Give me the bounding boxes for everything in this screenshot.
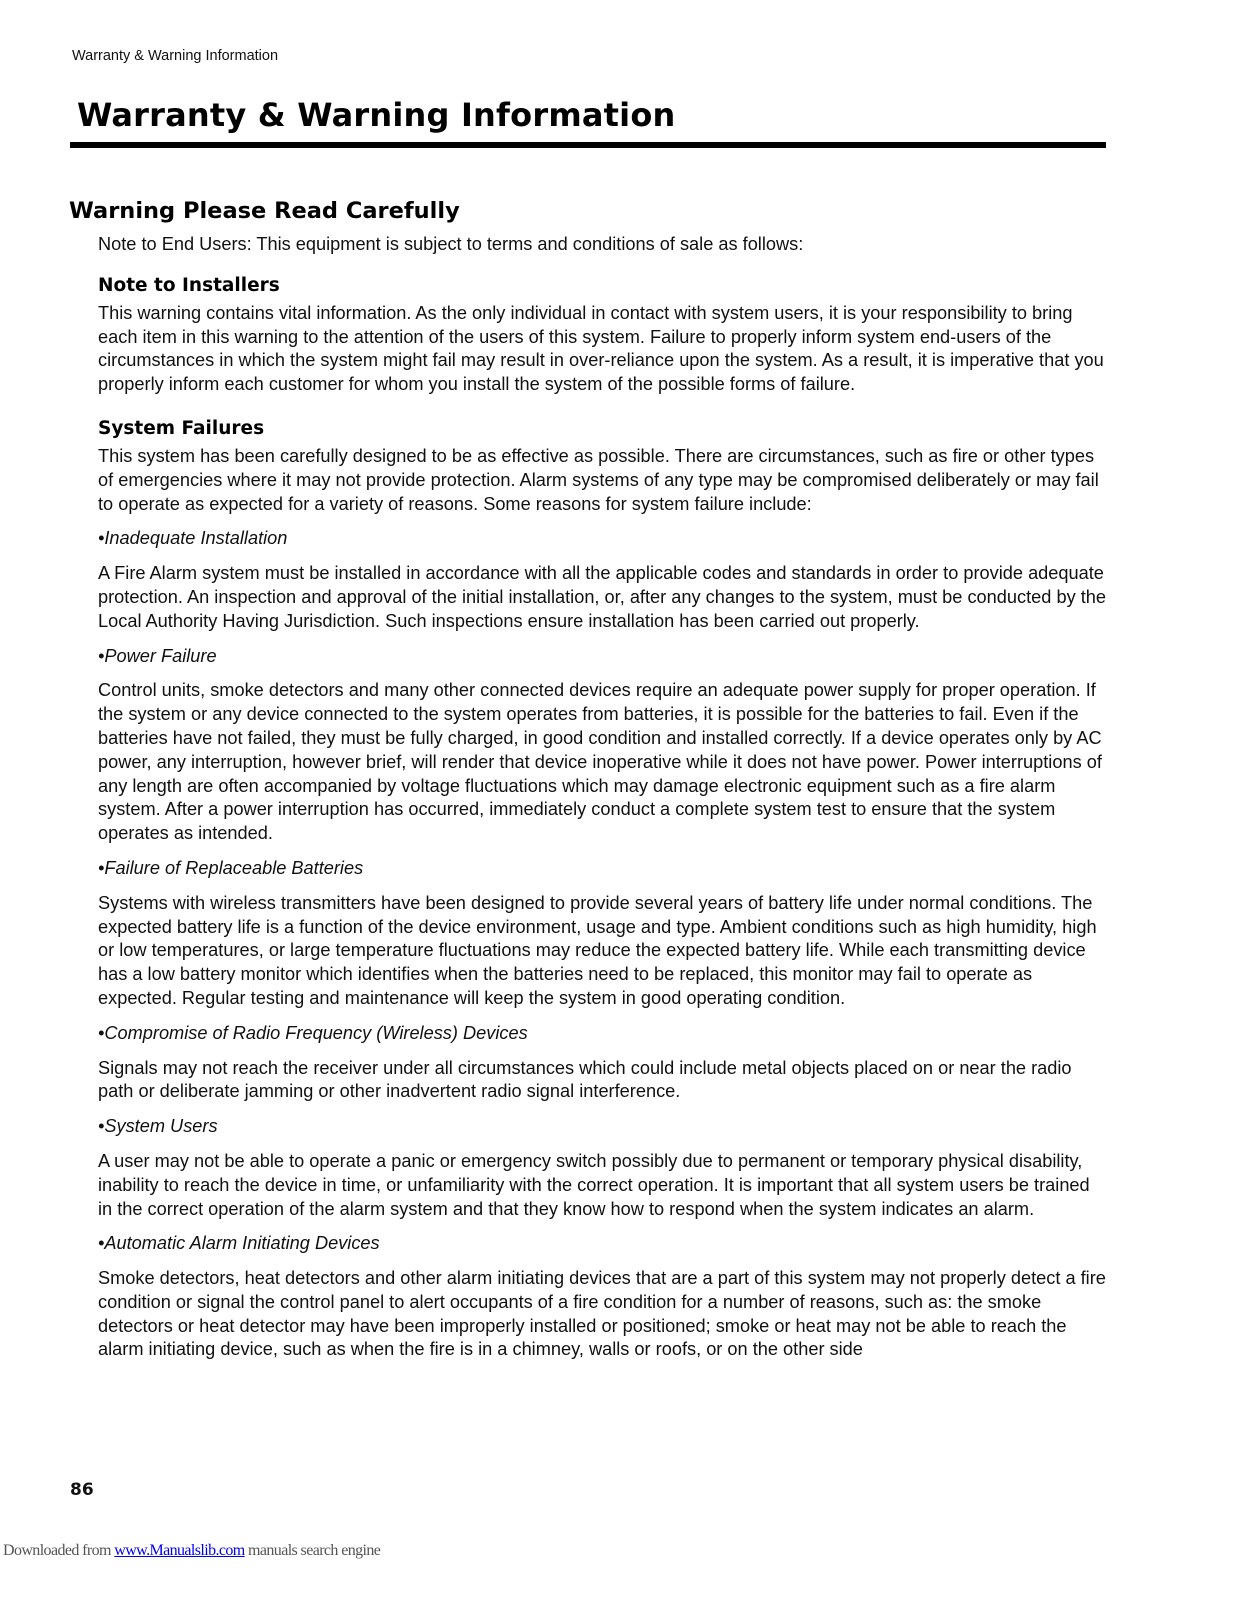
failure-item-title: •Failure of Replaceable Batteries bbox=[98, 857, 364, 878]
footer-prefix: Downloaded from bbox=[3, 1542, 115, 1559]
installers-paragraph: This warning contains vital information. As the only individual in contact with system users, it is your responsibility to bring each item in this warning to the attention of the users of this system. Failure to properly inform system end-users of the circumstances in which the system might fail may result in over-reliance upon the system. As a result, it is imperative that you properly inform each customer for whom you install the system of the possible forms of failure. bbox=[98, 302, 1104, 395]
manualslib-link[interactable]: www.Manualslib.com bbox=[114, 1542, 245, 1559]
download-footer bbox=[3, 1542, 380, 1560]
footer-suffix: manuals search engine bbox=[244, 1542, 381, 1559]
page-number: 86 bbox=[70, 1480, 94, 1500]
failure-item-title: •Inadequate Installation bbox=[98, 528, 288, 549]
intro-paragraph: Note to End Users: This equipment is subject to terms and conditions of sale as follows: bbox=[98, 234, 804, 254]
title-rule bbox=[70, 142, 1106, 148]
failure-item-text: Signals may not reach the receiver under all circumstances which could include metal objects placed on or near the radio path or deliberate jamming or other inadvertent radio signal interference. bbox=[98, 1057, 1072, 1102]
failure-item-text: A Fire Alarm system must be installed in accordance with all the applicable codes and standards in order to provide adequate protection. An inspection and approval of the initial installation, or, after any changes to the system, must be conducted by the Local Authority Having Jurisdiction. Such inspections ensure installation has been carried out properly. bbox=[98, 563, 1106, 631]
section-heading: Warning Please Read Carefully bbox=[69, 198, 460, 224]
failure-item-title: •Compromise of Radio Frequency (Wireless) Devices bbox=[98, 1022, 528, 1043]
failure-item-title: •System Users bbox=[98, 1116, 218, 1137]
failure-item-text: A user may not be able to operate a panic or emergency switch possibly due to permanent or temporary physical disability, inability to reach the device in time, or unfamiliarity with the correct operation. It is important that all system users be trained in the correct operation of the alarm system and that they know how to respond when the system indicates an alarm. bbox=[98, 1150, 1090, 1219]
failure-item-text: Smoke detectors, heat detectors and other alarm initiating devices that are a part of this system may not properly detect a fire condition or signal the control panel to alert occupants of a fire condition for a number of reasons, such as: the smoke detectors or heat detector may have been improperly installed or positioned; smoke or heat may not be able to reach the alarm initiating device, such as when the fire is in a chimney, walls or roofs, or on the other side bbox=[98, 1268, 1106, 1360]
document-body bbox=[98, 233, 1108, 1362]
installers-heading: Note to Installers bbox=[98, 274, 280, 296]
failure-item-text: Control units, smoke detectors and many other connected devices require an adequate power supply for proper operation. If the system or any device connected to the system operates from batteries, it is possible for the batteries to fail. Even if the batteries have not failed, they must be fully charged, in good condition and installed correctly. If a device operates only by AC power, any interruption, however brief, will render that device inoperative while it does not have power. Power interruptions of any length are often accompanied by voltage fluctuations which may damage electronic equipment such as a fire alarm system. After a power interruption has occurred, immediately conduct a complete system test to ensure that the system operates as intended. bbox=[98, 680, 1102, 844]
running-header: Warranty & Warning Information bbox=[72, 48, 279, 64]
failure-item-title: •Power Failure bbox=[98, 645, 217, 666]
system-failures-heading: System Failures bbox=[98, 417, 265, 439]
page-title: Warranty & Warning Information bbox=[77, 96, 676, 134]
failure-item-title: •Automatic Alarm Initiating Devices bbox=[98, 1233, 380, 1254]
system-failures-paragraph: This system has been carefully designed to be as effective as possible. There are circumstances, such as fire or other types of emergencies where it may not provide protection. Alarm systems of any type may be compromised deliberately or may fail to operate as expected for a variety of reasons. Some reasons for system failure include: bbox=[98, 445, 1099, 514]
failure-item-text: Systems with wireless transmitters have been designed to provide several years of battery life under normal conditions. The expected battery life is a function of the device environment, usage and type. Ambient conditions such as high humidity, high or low temperatures, or large temperature fluctuations may reduce the expected battery life. While each transmitting device has a low battery monitor which identifies when the batteries need to be replaced, this monitor may fail to operate as expected. Regular testing and maintenance will keep the system in good operating condition. bbox=[98, 892, 1097, 1008]
